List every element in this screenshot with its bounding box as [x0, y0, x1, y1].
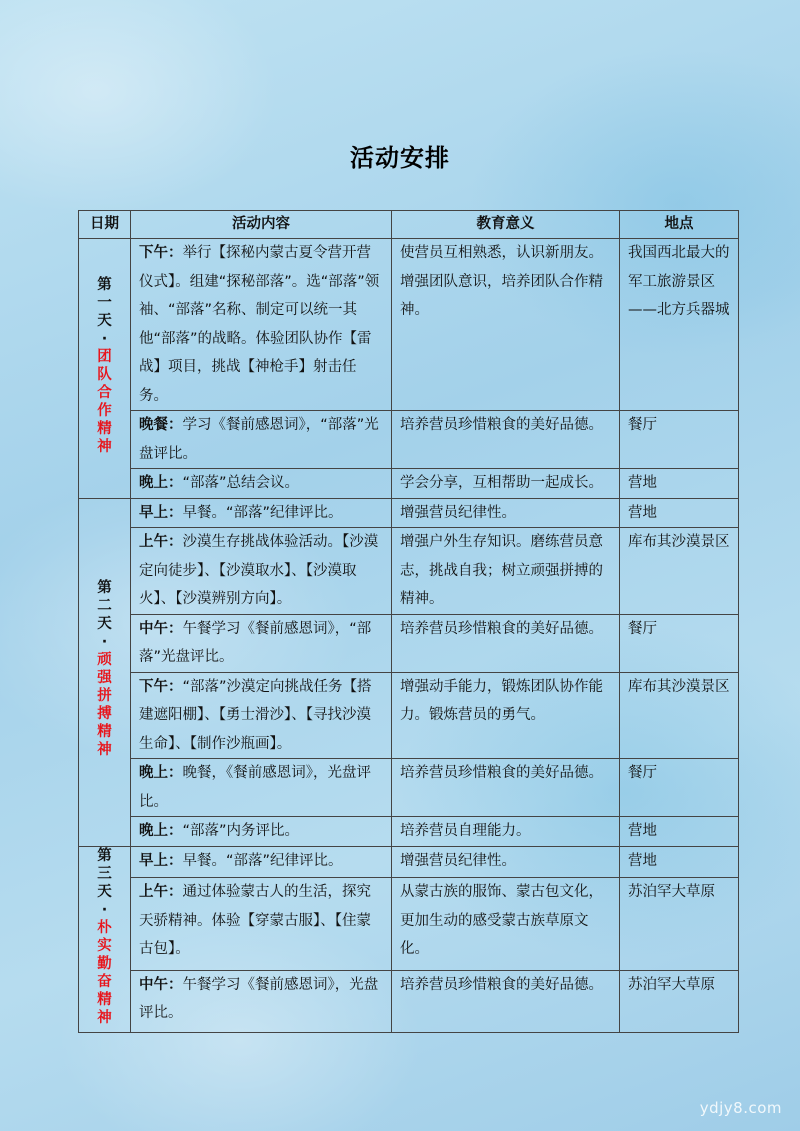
- place-cell: 餐厅: [620, 411, 739, 469]
- place-cell: 营地: [620, 498, 739, 528]
- meaning-cell: 增强营员纪律性。: [392, 498, 620, 528]
- place-cell: 营地: [620, 469, 739, 499]
- meaning-cell: 从蒙古族的服饰、蒙古包文化，更加生动的感受蒙古族草原文化。: [392, 878, 620, 971]
- table-row: [79, 614, 739, 672]
- activity-text: 通过体验蒙古人的生活，探究天骄精神。体验【穿蒙古服】、【住蒙古包】。: [139, 884, 371, 958]
- header-content: 活动内容: [131, 211, 392, 239]
- time-label: 早上：: [139, 852, 183, 869]
- activity-cell: [131, 239, 392, 411]
- meaning-cell: 培养营员自理能力。: [392, 817, 620, 847]
- activity-cell: [131, 846, 392, 878]
- activity-text: 沙漠生存挑战体验活动。【沙漠定向徒步】、【沙漠取水】、【沙漠取火】、【沙漠辨别方向】。: [139, 534, 379, 607]
- table-row: [79, 498, 739, 528]
- time-label: 下午：: [139, 678, 183, 695]
- table-row: [79, 759, 739, 817]
- meaning-cell: 培养营员珍惜粮食的美好品德。: [392, 614, 620, 672]
- day-cell-3: [79, 846, 131, 1033]
- place-cell: 苏泊罕大草原: [620, 970, 739, 1032]
- activity-text: 早餐。“部落”纪律评比。: [182, 852, 343, 869]
- table-row: [79, 528, 739, 615]
- table-row: [79, 239, 739, 411]
- activity-cell: [131, 469, 392, 499]
- activity-cell: [131, 528, 392, 615]
- schedule-table: [78, 210, 739, 1033]
- time-label: 晚上：: [139, 823, 183, 839]
- table-row: [79, 817, 739, 847]
- time-label: 中午：: [139, 620, 183, 637]
- day-cell-1: [79, 239, 131, 499]
- place-cell: 我国西北最大的军工旅游景区——北方兵器城: [620, 239, 739, 411]
- activity-text: 举行【探秘内蒙古夏令营开营仪式】。组建“探秘部落”。选“部落”领袖、“部落”名称、制定可以统一其他“部落”的战略。体验团队协作【雷战】项目，挑战【神枪手】射击任务。: [139, 245, 380, 404]
- activity-cell: [131, 672, 392, 759]
- meaning-cell: 培养营员珍惜粮食的美好品德。: [392, 970, 620, 1032]
- time-label: 晚餐：: [139, 417, 183, 433]
- meaning-cell: 培养营员珍惜粮食的美好品德。: [392, 759, 620, 817]
- activity-cell: [131, 817, 392, 847]
- header-place: 地点: [620, 211, 739, 239]
- day-label: 第一天·: [97, 276, 112, 347]
- activity-text: 晚餐，《餐前感恩词》，光盘评比。: [139, 765, 371, 810]
- activity-cell: [131, 759, 392, 817]
- watermark: ydjy8.com: [699, 1099, 782, 1117]
- activity-text: 早餐。“部落”纪律评比。: [182, 504, 343, 521]
- header-meaning: 教育意义: [392, 211, 620, 239]
- table-header-row: [79, 211, 739, 239]
- day-cell-2: [79, 498, 131, 846]
- table-row: [79, 672, 739, 759]
- activity-cell: [131, 614, 392, 672]
- activity-text: “部落”内务评比。: [182, 823, 300, 839]
- table-row: [79, 846, 739, 878]
- place-cell: 苏泊罕大草原: [620, 878, 739, 971]
- day-label: 第三天·: [97, 847, 112, 918]
- activity-text: 学习《餐前感恩词》，“部落”光盘评比。: [139, 417, 379, 462]
- activity-cell: [131, 970, 392, 1032]
- table-row: [79, 970, 739, 1032]
- time-label: 中午：: [139, 976, 183, 993]
- meaning-cell: 增强动手能力，锻炼团队协作能力。锻炼营员的勇气。: [392, 672, 620, 759]
- activity-cell: [131, 411, 392, 469]
- time-label: 下午：: [139, 245, 183, 261]
- meaning-cell: 培养营员珍惜粮食的美好品德。: [392, 411, 620, 469]
- time-label: 早上：: [139, 504, 183, 521]
- meaning-cell: 增强户外生存知识。磨练营员意志，挑战自我；树立顽强拼搏的精神。: [392, 528, 620, 615]
- day-theme: 朴实勤奋精神: [97, 919, 112, 1026]
- time-label: 上午：: [139, 534, 183, 550]
- time-label: 晚上：: [139, 765, 183, 781]
- place-cell: 营地: [620, 846, 739, 878]
- place-cell: 库布其沙漠景区: [620, 672, 739, 759]
- place-cell: 营地: [620, 817, 739, 847]
- meaning-cell: 增强营员纪律性。: [392, 846, 620, 878]
- meaning-cell: 使营员互相熟悉，认识新朋友。增强团队意识，培养团队合作精神。: [392, 239, 620, 411]
- place-cell: 餐厅: [620, 759, 739, 817]
- day-label: 第二天·: [97, 580, 112, 651]
- day-theme: 顽强拼搏精神: [97, 652, 112, 759]
- page-title: 活动安排: [350, 144, 450, 172]
- place-cell: 库布其沙漠景区: [620, 528, 739, 615]
- header-date: 日期: [79, 211, 131, 239]
- table-row: [79, 469, 739, 499]
- table-row: [79, 411, 739, 469]
- table-row: [79, 878, 739, 971]
- time-label: 晚上：: [139, 475, 183, 491]
- activity-cell: [131, 878, 392, 971]
- activity-text: 午餐学习《餐前感恩词》，“部落”光盘评比。: [139, 620, 372, 665]
- place-cell: 餐厅: [620, 614, 739, 672]
- meaning-cell: 学会分享，互相帮助一起成长。: [392, 469, 620, 499]
- activity-text: “部落”沙漠定向挑战任务【搭建遮阳棚】、【勇士滑沙】、【寻找沙漠生命】、【制作沙瓶画】。: [139, 678, 372, 752]
- activity-text: 午餐学习《餐前感恩词》，光盘评比。: [139, 976, 379, 1022]
- time-label: 上午：: [139, 884, 183, 901]
- activity-text: “部落”总结会议。: [182, 475, 300, 491]
- activity-cell: [131, 498, 392, 528]
- day-theme: 团队合作精神: [97, 348, 112, 455]
